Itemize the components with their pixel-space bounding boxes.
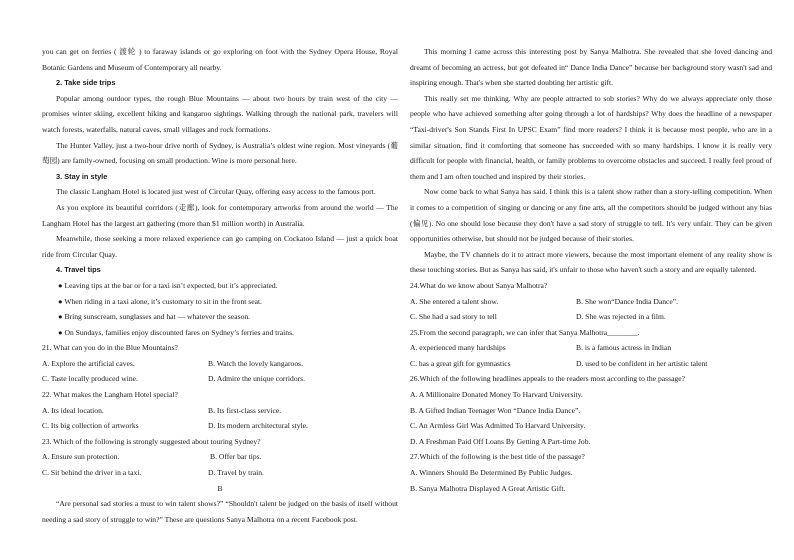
paragraph-section-b-intro: “Are personal sad stories a must to win talent shows?” “Shouldn't talent be judged on the basis of itself without needing a sad story of struggle to win?” These are questions Sanya Malhotra on a recent Facebook post. <box>42 499 398 524</box>
tip-item: ● When riding in a taxi alone, it’s customary to sit in the front seat. <box>58 296 262 306</box>
option-24-b: B. She won“Dance India Dance”. <box>576 296 679 306</box>
right-column <box>410 44 772 496</box>
paragraph-talent-show: Now come back to what Sanya has said. I think this is a talent show rather than a story-telling competition. When it comes to a competition of singing or dancing or any fine arts, all the competitors should be judged without any bias (偏见). No one should lose because they don't have a sad story of struggle to tell. It's very unfair. They can be given opportunities otherwise, but should not be judged because of their stories. <box>410 187 772 244</box>
intro-paragraph: you can get on ferries ( 渡轮 ) to faraway islands or go exploring on foot with the Sydney Opera House, Royal Botanic Gardens and Museum of Contemporary all nearby. <box>42 47 398 72</box>
paragraph-sob-stories: This really set me thinking. Why are people attracted to sob stories? Why do we always appreciate only those people who have achieved something after going through a lot of hardships? Why does the headline of a newspaper “Taxi-driver's Son Stands First In UPSC Exam” find more readers? I think it is because most people, who are in a similar situation, find it comforting that someone has succeeded with so many hardships. I know it is really very difficult for people with financial, health, or family problems to overcome obstacles and succeed. I really feel proud of them and I am often touched and inspired by their stories. <box>410 93 772 181</box>
question-21: 21. What can you do in the Blue Mountains? <box>42 343 178 353</box>
paragraph-sanya-post: This morning I came across this interesting post by Sanya Malhotra. She revealed that she loved dancing and dreamt of becoming an actress, but got defeated in“ Dance India Dance” because her background story wasn't sad and inspiring enough. That's when she started doubting her artistic gift. <box>410 47 772 88</box>
section-b-label: B <box>217 483 223 493</box>
option-23-c: C. Sit behind the driver in a taxi. <box>42 468 142 478</box>
option-27-a: A. Winners Should Be Determined By Public Judges. <box>410 468 573 478</box>
option-25-c: C. has a great gift for gymnastics <box>410 358 511 368</box>
left-column <box>42 44 398 527</box>
question-23-options-row2 <box>42 465 398 481</box>
tip-item: ● Bring sunscream, sunglasses and hat — whatever the season. <box>58 312 251 322</box>
question-24: 24.What do we know about Sanya Malhotra? <box>410 280 548 290</box>
paragraph-camping: Meanwhile, those seeking a more relaxed experience can go camping on Cockatoo Island — just a quick boat ride from Circular Quay. <box>42 234 398 259</box>
option-22-c: C. Its big collection of artworks <box>42 421 139 431</box>
question-25-options-row2 <box>410 356 772 372</box>
paragraph-corridors: As you explore its beautiful corridors (走廊), look for contemporary artworks from around the world — The Langham Hotel has the largest art gathering (more than $1 million worth) in Australia. <box>42 202 398 228</box>
option-23-d: D. Travel by train. <box>208 468 264 478</box>
option-25-d: D. used to be confident in her artistic talent <box>576 358 708 368</box>
question-24-options-row1 <box>410 294 772 310</box>
option-22-a: A. Its ideal location. <box>42 405 104 415</box>
option-25-a: A. experienced many hardships <box>410 343 506 353</box>
option-24-c: C. She had a sad story to tell <box>410 312 497 322</box>
paragraph-blue-mountains: Popular among outdoor types, the rough Blue Mountains — about two hours by train west of the city — promises winter skiing, excellent hiking and kangaroo sightings. Walking through the national park, travelers will watch forests, waterfalls, natural caves, small villages and rock formations. <box>42 93 398 134</box>
question-27: 27.Which of the following is the best title of the passage? <box>410 452 585 462</box>
question-22: 22. What makes the Langham Hotel special? <box>42 390 178 400</box>
option-21-a: A. Explore the artificial caves. <box>42 358 135 368</box>
option-21-c: C. Taste locally produced wine. <box>42 374 138 384</box>
question-25: 25.From the second paragraph, we can infer that Sanya Malhotra________. <box>410 327 640 337</box>
question-24-options-row2 <box>410 309 772 325</box>
question-26: 26.Which of the following headlines appeals to the readers most according to the passage? <box>410 374 685 384</box>
question-21-options-row2 <box>42 371 398 387</box>
tip-item: ● On Sundays, families enjoy discounted fares on Sydney’s ferries and trains. <box>58 327 294 337</box>
option-23-a: A. Ensure sun protection. <box>42 452 120 462</box>
option-26-a: A. A Millionaire Donated Money To Harvard University. <box>410 390 583 400</box>
tip-item: ● Leaving tips at the bar or for a taxi isn’t expected, but it’s appreciated. <box>58 280 278 290</box>
option-22-b: B. Its first-class service. <box>208 405 282 415</box>
option-22-d: D. Its modern architectural style. <box>208 421 308 431</box>
paragraph-hunter-valley: The Hunter Valley, just a two-hour drive north of Sydney, is Australia’s oldest wine region. Most vineyards (葡萄园) are family-owned, focusing on small production. Wine is more personal here. <box>42 140 398 166</box>
question-21-options-row1 <box>42 356 398 372</box>
section-heading-side-trips: 2. Take side trips <box>56 78 116 88</box>
question-22-options-row2 <box>42 418 398 434</box>
option-26-d: D. A Freshman Paid Off Loans By Getting A Part-time Job. <box>410 436 591 446</box>
option-25-b: B. is a famous actress in Indian <box>576 343 672 353</box>
option-21-d: D. Admire the unique corridors. <box>208 374 306 384</box>
option-21-b: B. Watch the lovely kangaroos. <box>208 358 303 368</box>
question-22-options-row1 <box>42 403 398 419</box>
question-23-options-row1 <box>42 449 398 465</box>
option-23-b: B. Offer bar tips. <box>210 452 262 462</box>
question-25-options-row1 <box>410 340 772 356</box>
option-26-b: B. A Gifted Indian Teenager Won “Dance India Dance”. <box>410 405 581 415</box>
option-27-b: B. Sanya Malhotra Displayed A Great Artistic Gift. <box>410 483 566 493</box>
paragraph-tv-channels: Maybe, the TV channels do it to attract more viewers, because the most important element of any reality show is these touching stories. But as Sanya has said, it's unfair to those who haven't such a story and are equally talented. <box>410 249 772 275</box>
paragraph-langham-hotel: The classic Langham Hotel is located just west of Circular Quay, offering easy access to the famous port. <box>56 187 376 197</box>
option-24-a: A. She entered a talent show. <box>410 296 499 306</box>
question-23: 23. Which of the following is strongly suggested about touring Sydney? <box>42 436 261 446</box>
option-26-c: C. An Armless Girl Was Admitted To Harvard University. <box>410 421 586 431</box>
section-heading-stay-in-style: 3. Stay in style <box>56 171 108 181</box>
option-24-d: D. She was rejected in a film. <box>576 312 666 322</box>
section-heading-travel-tips: 4. Travel tips <box>56 265 101 275</box>
